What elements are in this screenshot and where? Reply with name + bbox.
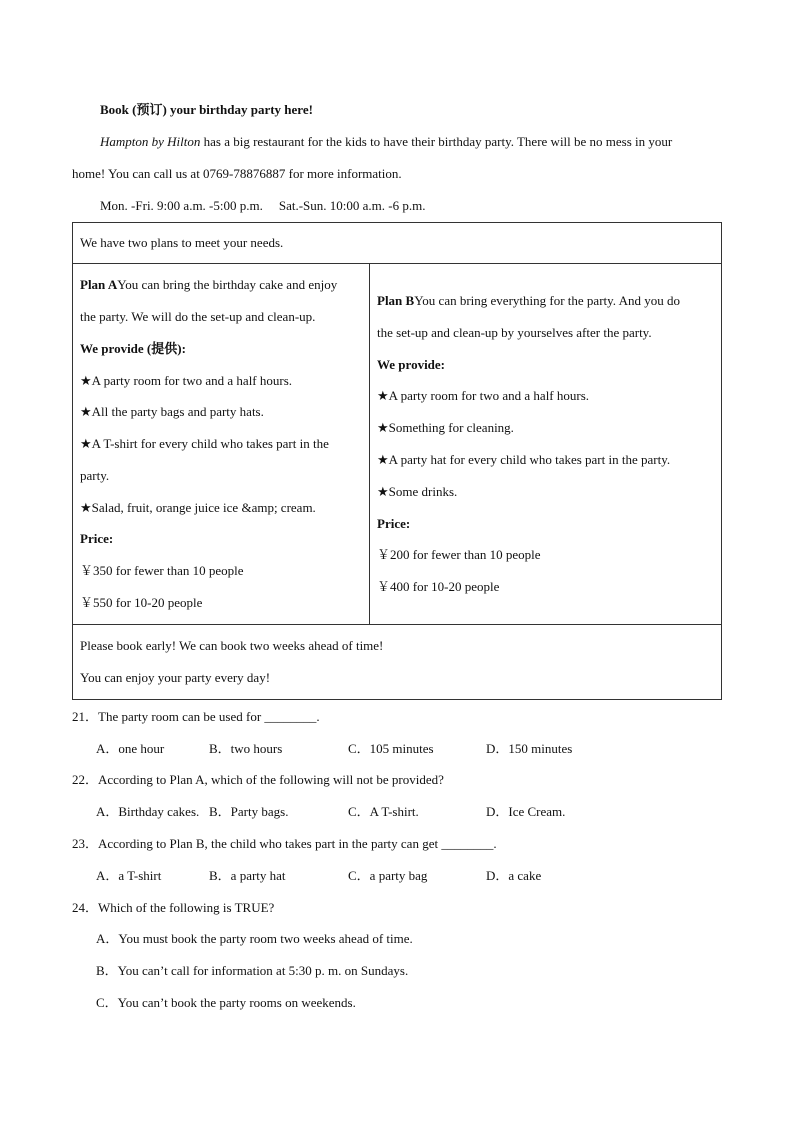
plan-a-price: ￥350 for fewer than 10 people [80, 563, 244, 579]
plan-b-price: ￥200 for fewer than 10 people [377, 547, 541, 563]
question-22: 22．According to Plan A, which of the following will not be provided? [72, 772, 444, 787]
intro-line-2: home! You can call us at 0769-78876887 for more information. [72, 166, 402, 181]
plan-a-price-label: Price: [80, 531, 114, 547]
hours-weekday: Mon. -Fri. 9:00 a.m. -5:00 p.m. [100, 198, 263, 213]
plan-a-item: ★All the party bags and party hats. [80, 404, 264, 420]
plan-a-desc: Plan AYou can bring the birthday cake and enjoy [80, 277, 338, 293]
option-b[interactable]: B．a party hat [209, 868, 286, 883]
option-c[interactable]: C．a party bag [348, 868, 428, 883]
plan-a-cell [73, 264, 370, 625]
option-b[interactable]: B．You can’t call for information at 5:30 p. m. on Sundays. [96, 963, 409, 978]
question-22-options [96, 804, 616, 820]
option-c[interactable]: C．105 minutes [348, 741, 434, 756]
plan-b-desc-2: the set-up and clean-up by yourselves after the party. [377, 324, 652, 340]
question-24: 24．Which of the following is TRUE? [72, 900, 275, 915]
option-d[interactable]: D．a cake [486, 868, 542, 883]
plan-a-provide-label: We provide (提供): [80, 340, 186, 356]
hotel-name: Hampton by Hilton [100, 134, 201, 149]
option-a[interactable]: A．a T-shirt [96, 868, 162, 883]
plan-b-item: ★Some drinks. [377, 483, 458, 499]
plan-b-price-label: Price: [377, 515, 411, 531]
option-b[interactable]: B．Party bags. [209, 804, 289, 819]
intro-text: has a big restaurant for the kids to have their birthday party. There will be no mess in your [200, 134, 673, 149]
plans-table [72, 222, 722, 700]
plan-a-item: ★A party room for two and a half hours. [80, 372, 293, 388]
option-a[interactable]: A．Birthday cakes. [96, 804, 200, 819]
option-a[interactable]: A．one hour [96, 741, 165, 756]
footer-line-1: Please book early! We can book two weeks ahead of time! [80, 638, 384, 654]
option-c[interactable]: C．You can’t book the party rooms on weekends. [96, 995, 356, 1010]
option-d[interactable]: D．Ice Cream. [486, 804, 566, 819]
plan-b-item: ★A party room for two and a half hours. [377, 388, 590, 404]
table-intro: We have two plans to meet your needs. [73, 223, 722, 264]
plan-b-name: Plan B [377, 293, 415, 309]
hours-weekend: Sat.-Sun. 10:00 a.m. -6 p.m. [278, 198, 426, 213]
table-footer [73, 625, 722, 700]
option-b[interactable]: B．two hours [209, 741, 283, 756]
plan-a-item: ★Salad, fruit, orange juice ice &amp; cream. [80, 499, 316, 515]
plan-b-item: ★A party hat for every child who takes part in the party. [377, 452, 671, 467]
plan-b-price: ￥400 for 10-20 people [377, 579, 500, 595]
question-21: 21．The party room can be used for ________. [72, 709, 320, 724]
question-23: 23．According to Plan B, the child who takes part in the party can get ________. [72, 836, 497, 851]
plan-a-desc-2: the party. We will do the set-up and clean-up. [80, 308, 316, 324]
option-a[interactable]: A．You must book the party room two weeks ahead of time. [96, 931, 413, 946]
option-d[interactable]: D．150 minutes [486, 741, 573, 756]
plan-a-price: ￥550 for 10-20 people [80, 595, 203, 611]
plan-b-cell [370, 264, 722, 625]
plan-a-item: party. [80, 467, 110, 483]
footer-line-2: You can enjoy your party every day! [80, 670, 271, 685]
option-c[interactable]: C．A T-shirt. [348, 804, 419, 819]
plan-b-desc: Plan BYou can bring everything for the party. And you do [377, 293, 680, 309]
plan-b-item: ★Something for cleaning. [377, 420, 514, 436]
opening-hours [100, 198, 425, 214]
intro-line-1 [100, 134, 672, 150]
plan-a-name: Plan A [80, 277, 118, 293]
question-23-options [96, 868, 616, 884]
plan-a-item: ★A T-shirt for every child who takes part in the [80, 436, 329, 452]
plan-b-provide-label: We provide: [377, 356, 446, 372]
question-21-options [96, 741, 616, 757]
page-title: Book (预订) your birthday party here! [100, 102, 313, 117]
